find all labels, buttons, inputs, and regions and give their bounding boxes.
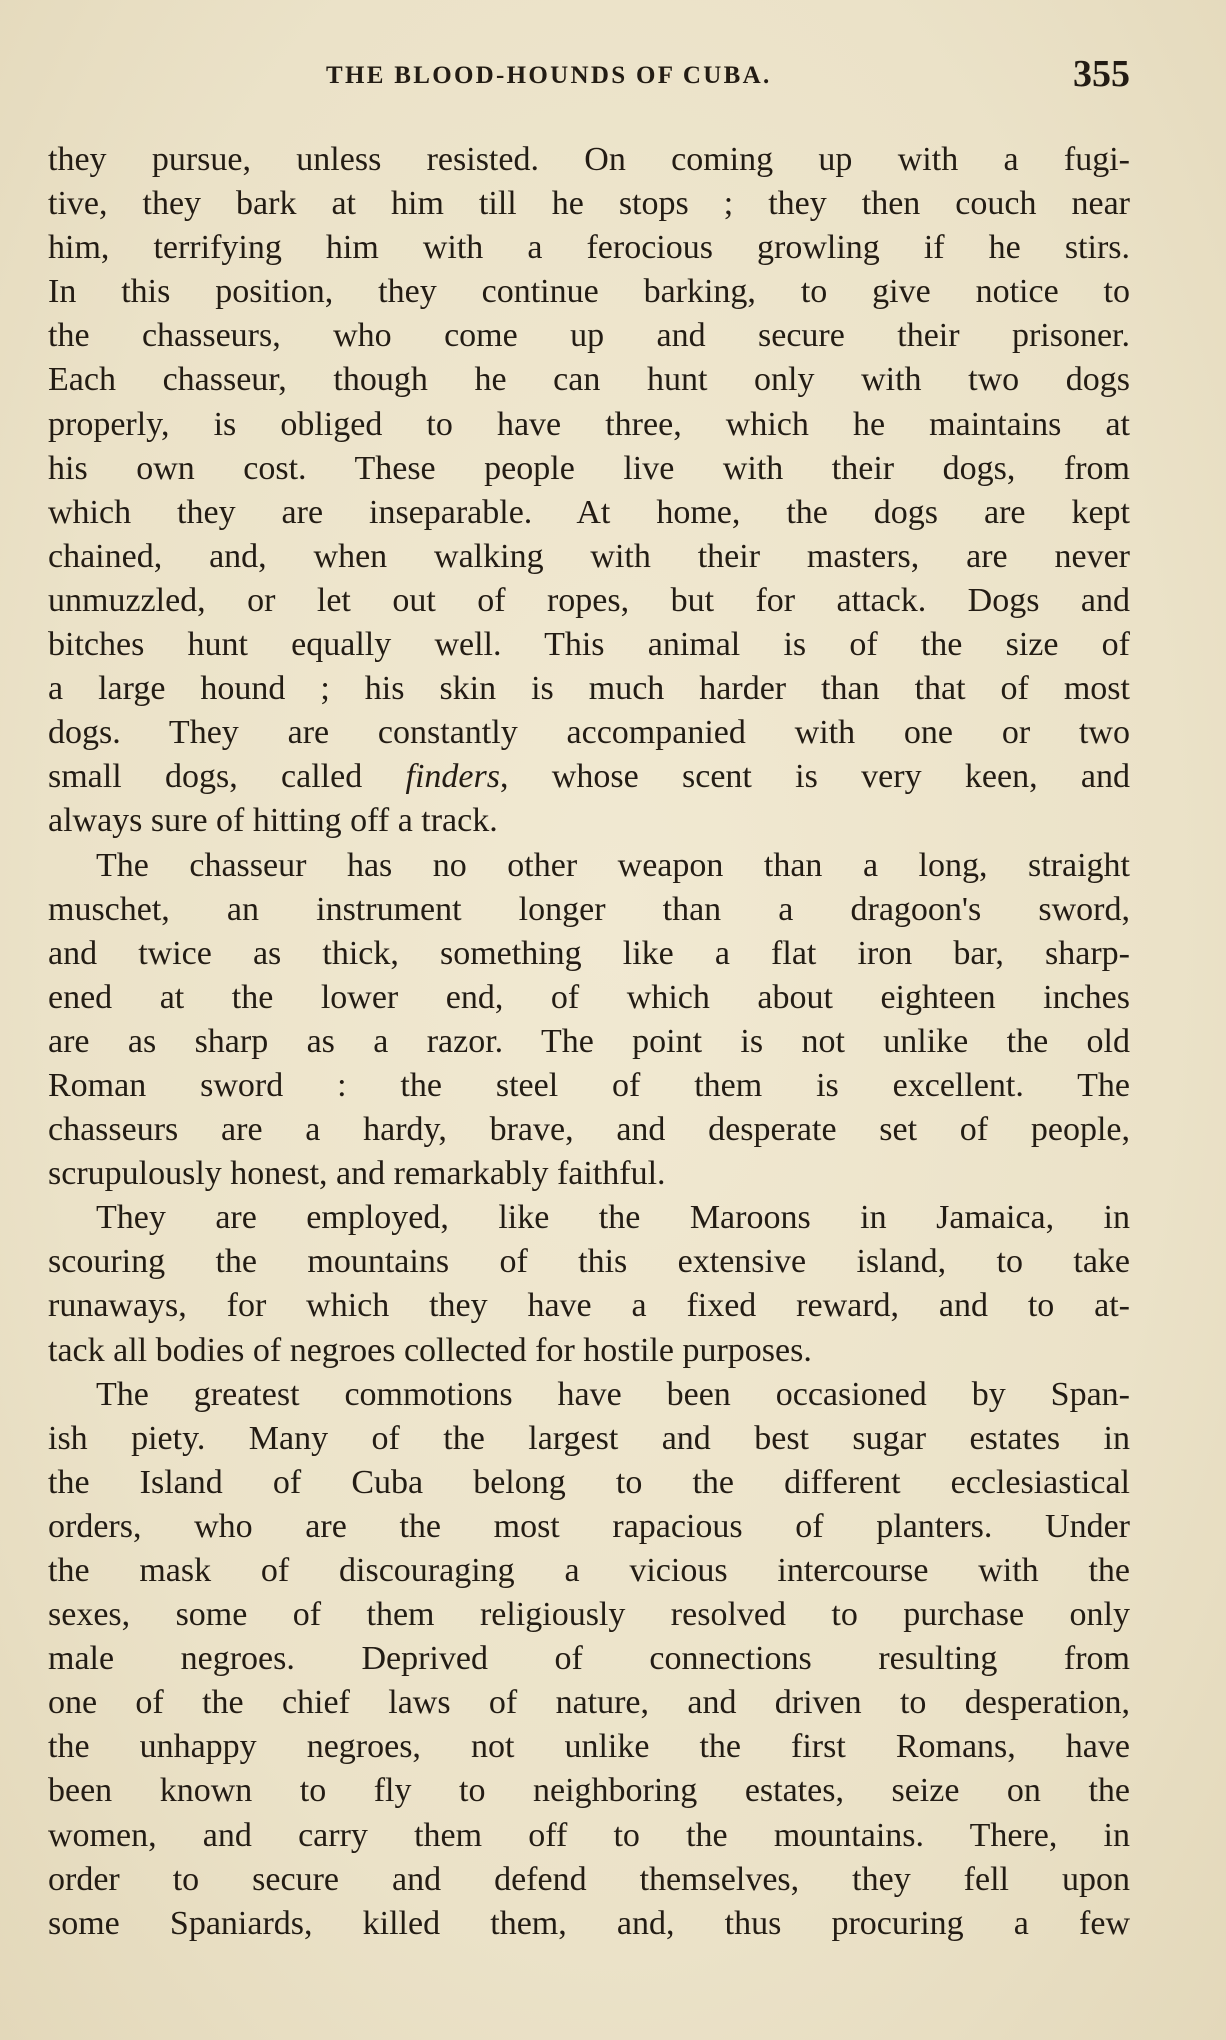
text-line: some Spaniards, killed them, and, thus procuring a few: [48, 1904, 1130, 1942]
text-line: scouring the mountains of this extensive island, to take: [48, 1243, 1130, 1281]
text-line: women, and carry them off to the mountains. There, in: [48, 1816, 1130, 1854]
paragraph: [48, 844, 1130, 1197]
text-line: ish piety. Many of the largest and best sugar estates in: [48, 1419, 1130, 1457]
text-line: unmuzzled, or let out of ropes, but for attack. Dogs and: [48, 581, 1130, 619]
text-line: order to secure and defend themselves, they fell upon: [48, 1860, 1130, 1898]
text-line: In this position, they continue barking, to give notice to: [48, 273, 1130, 311]
paragraph: [48, 1373, 1130, 1946]
running-title: THE BLOOD-HOUNDS OF CUBA.: [326, 62, 772, 89]
text-line: chasseurs are a hardy, brave, and desperate set of people,: [48, 1111, 1130, 1149]
text-line: male negroes. Deprived of connections resulting from: [48, 1640, 1130, 1678]
text-line: his own cost. These people live with their dogs, from: [48, 449, 1130, 487]
text-line: one of the chief laws of nature, and driven to desperation,: [48, 1684, 1130, 1722]
text-line: scrupulously honest, and remarkably faithful.: [48, 1155, 666, 1193]
text-line: which they are inseparable. At home, the dogs are kept: [48, 493, 1130, 531]
text-line: Roman sword : the steel of them is excellent. The: [48, 1066, 1130, 1104]
text-line: muschet, an instrument longer than a dragoon's sword,: [48, 890, 1130, 928]
paragraph: [48, 138, 1130, 844]
text-line: chained, and, when walking with their masters, are never: [48, 537, 1130, 575]
text-line: properly, is obliged to have three, which he maintains at: [48, 405, 1130, 443]
running-head: [48, 52, 1130, 102]
text-line: a large hound ; his skin is much harder than that of most: [48, 670, 1130, 708]
text-line: the Island of Cuba belong to the different ecclesiastical: [48, 1463, 1130, 1501]
text-line: sexes, some of them religiously resolved to purchase only: [48, 1596, 1130, 1634]
text-line: Each chasseur, though he can hunt only with two dogs: [48, 361, 1130, 399]
text-line: been known to fly to neighboring estates, seize on the: [48, 1772, 1130, 1810]
text-line: [48, 755, 1130, 799]
line-segment: small dogs, called: [48, 758, 406, 796]
text-line: the chasseurs, who come up and secure their prisoner.: [48, 317, 1130, 355]
text-line: The greatest commotions have been occasioned by Span-: [96, 1375, 1130, 1413]
text-line: him, terrifying him with a ferocious growling if he stirs.: [48, 229, 1130, 267]
text-line: ened at the lower end, of which about eighteen inches: [48, 978, 1130, 1016]
text-line: dogs. They are constantly accompanied with one or two: [48, 714, 1130, 752]
text-line: They are employed, like the Maroons in Jamaica, in: [96, 1199, 1130, 1237]
page-number: 355: [1073, 53, 1130, 95]
text-line: bitches hunt equally well. This animal is of the size of: [48, 626, 1130, 664]
text-line: runaways, for which they have a fixed reward, and to at-: [48, 1287, 1130, 1325]
text-line: tive, they bark at him till he stops ; they then couch near: [48, 185, 1130, 223]
text-line: and twice as thick, something like a flat iron bar, sharp-: [48, 934, 1130, 972]
italic-term: finders: [405, 758, 500, 796]
text-line: the mask of discouraging a vicious intercourse with the: [48, 1552, 1130, 1589]
body-text: [48, 138, 1130, 1946]
text-line: are as sharp as a razor. The point is not unlike the old: [48, 1022, 1130, 1060]
text-line: orders, who are the most rapacious of planters. Under: [48, 1507, 1130, 1545]
text-line: The chasseur has no other weapon than a long, straight: [96, 846, 1130, 884]
text-line: the unhappy negroes, not unlike the first Romans, have: [48, 1728, 1130, 1766]
text-line: they pursue, unless resisted. On coming up with a fugi-: [48, 141, 1130, 178]
text-line: always sure of hitting off a track.: [48, 802, 498, 840]
paragraph: [48, 1196, 1130, 1372]
line-segment: , whose scent is very keen, and: [499, 758, 1130, 796]
text-line: tack all bodies of negroes collected for hostile purposes.: [48, 1331, 812, 1369]
